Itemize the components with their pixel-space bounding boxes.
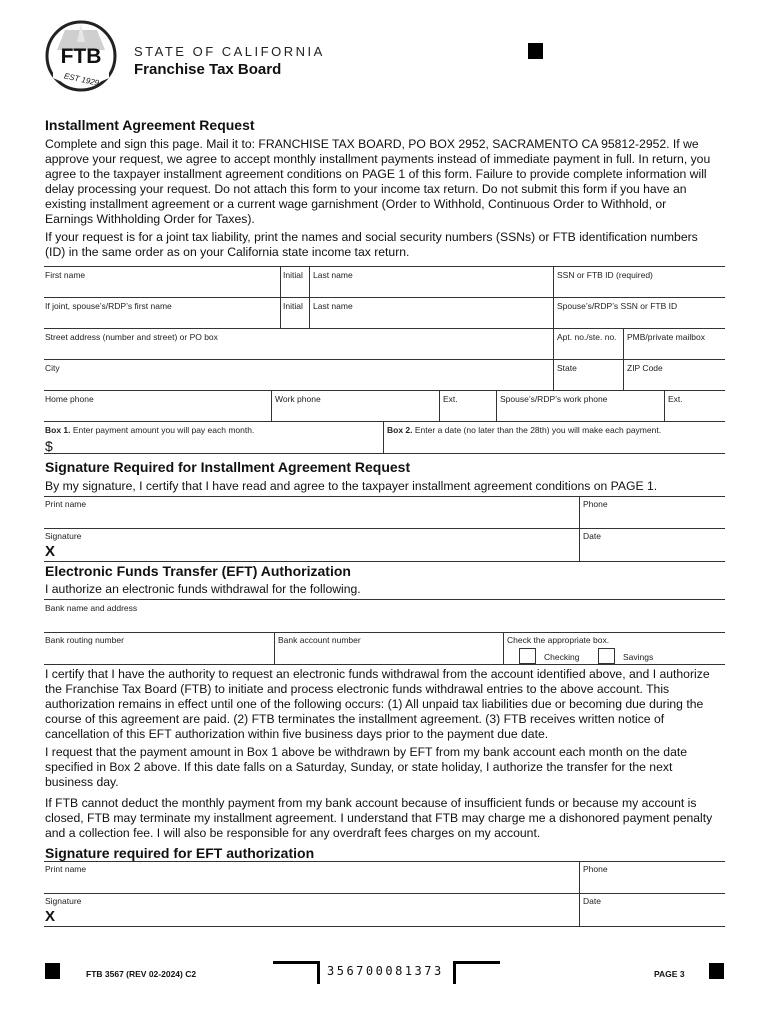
spouse-ssn-label: Spouse’s/RDP’s SSN or FTB ID [557, 301, 678, 311]
ssn-field[interactable] [556, 280, 724, 296]
grid-line [309, 266, 310, 328]
checking-checkbox[interactable] [519, 648, 536, 664]
svg-text:EST 1929: EST 1929 [63, 71, 100, 88]
form-barcode-number: 356700081373 [327, 964, 444, 978]
eft-penalty-paragraph: If FTB cannot deduct the monthly payment from my bank account because of insufficient funds or because my account is closed, FTB may terminate my installment agreement. I understand that FTB may charge me a dishonored payment penalty and a collection fee. I will also be responsible for any overdraft fees charges on my account. [45, 796, 713, 840]
check-box-label: Check the appropriate box. [507, 635, 610, 645]
eft-signature-label: Signature [45, 896, 82, 906]
grid-line [274, 632, 275, 664]
ext-label: Ext. [443, 394, 458, 404]
eft-request-paragraph: I request that the payment amount in Box 1 above be withdrawn by EFT from my bank account each month on the date specified in Box 2 above. If this date falls on a Saturday, Sunday, or state holiday, I authorize the transfer for the next business day. [45, 745, 688, 789]
street-address-label: Street address (number and street) or PO box [45, 332, 218, 342]
savings-label: Savings [623, 652, 654, 662]
grid-line [44, 496, 725, 497]
spouse-work-phone-label: Spouse’s/RDP’s work phone [500, 394, 608, 404]
ftb-seal-icon [45, 20, 117, 92]
bank-name-label: Bank name and address [45, 603, 138, 613]
last-name-label: Last name [313, 270, 353, 280]
account-number-label: Bank account number [278, 635, 361, 645]
grid-line [579, 496, 580, 561]
grid-line [44, 599, 725, 600]
zip-field[interactable] [626, 373, 724, 389]
registration-mark-bottom-right [709, 963, 724, 979]
pmb-label: PMB/private mailbox [627, 332, 705, 342]
eft-signature-field[interactable] [60, 906, 575, 925]
checking-label: Checking [544, 652, 580, 662]
page-number: PAGE 3 [654, 969, 685, 979]
eft-print-name-field[interactable] [45, 874, 575, 892]
last-name-field[interactable] [312, 280, 550, 296]
grid-line [553, 266, 554, 328]
signature-statement: By my signature, I certify that I have read and agree to the taxpayer installment agreement conditions on PAGE 1. [45, 479, 658, 493]
state-field[interactable] [556, 373, 620, 389]
state-label: State [557, 363, 577, 373]
apt-label: Apt. no./ste. no. [557, 332, 617, 342]
signature-section-title: Signature Required for Installment Agreement Request [45, 459, 411, 475]
spouse-ssn-field[interactable] [556, 311, 724, 327]
spouse-work-phone-field[interactable] [499, 404, 662, 420]
grid-line [44, 266, 725, 267]
org-line-1: STATE OF CALIFORNIA [134, 44, 325, 59]
bracket-left [273, 961, 320, 984]
spouse-first-name-field[interactable] [45, 311, 278, 327]
date-field[interactable] [582, 541, 724, 560]
grid-line [44, 528, 725, 529]
initial-label: Initial [283, 270, 303, 280]
grid-line [44, 421, 725, 422]
grid-line [44, 893, 725, 894]
phone-label: Phone [583, 499, 608, 509]
grid-line [44, 390, 725, 391]
grid-line [579, 861, 580, 926]
box1-amount-field[interactable] [58, 437, 380, 452]
routing-number-field[interactable] [45, 645, 271, 663]
svg-text:FTB: FTB [60, 45, 102, 68]
section-title: Installment Agreement Request [45, 117, 255, 133]
grid-line [44, 926, 725, 927]
spouse-initial-label: Initial [283, 301, 303, 311]
box2-date-field[interactable] [386, 437, 724, 452]
eft-date-field[interactable] [582, 906, 724, 925]
signature-x: X [45, 543, 56, 560]
date-label: Date [583, 531, 601, 541]
account-number-field[interactable] [277, 645, 501, 663]
phone-field[interactable] [582, 509, 724, 527]
grid-line [383, 421, 384, 453]
grid-line [44, 861, 725, 862]
ssn-label: SSN or FTB ID (required) [557, 270, 653, 280]
work-phone-field[interactable] [274, 404, 437, 420]
work-phone-label: Work phone [275, 394, 321, 404]
grid-line [44, 664, 725, 665]
spouse-last-name-field[interactable] [312, 311, 550, 327]
dollar-sign: $ [45, 438, 53, 454]
city-label: City [45, 363, 60, 373]
form-id: FTB 3567 (REV 02-2024) C2 [86, 969, 197, 979]
eft-section-title: Electronic Funds Transfer (EFT) Authorization [45, 563, 351, 579]
instructions-paragraph: Complete and sign this page. Mail it to: FRANCHISE TAX BOARD, PO BOX 2952, SACRAMENTO CA 95812-2952. If we approve your request, we agree to accept monthly installment payments instead of immediate payment in full. In return, you agree to the taxpayer installment agreement conditions on PAGE 1 of this form. Failure to provide complete information will delay processing your request. Do not attach this form to your income tax return. Do not submit this form if you have an existing installment agreement or a current wage garnishment (Order to Withhold, Continuous Order to Withhold, or Earnings Withholding Order for Taxes). [45, 137, 711, 226]
eft-phone-field[interactable] [582, 874, 724, 892]
zip-label: ZIP Code [627, 363, 663, 373]
eft-signature-x: X [45, 908, 56, 925]
ext-field[interactable] [442, 404, 494, 420]
spouse-first-name-label: If joint, spouse’s/RDP’s first name [45, 301, 172, 311]
ext2-label: Ext. [668, 394, 683, 404]
grid-line [553, 328, 554, 390]
pmb-field[interactable] [626, 342, 724, 358]
box1-label: Box 1. Enter payment amount you will pay each month. [45, 425, 255, 435]
org-line-2: Franchise Tax Board [134, 61, 282, 78]
savings-checkbox[interactable] [598, 648, 615, 664]
print-name-label: Print name [45, 499, 87, 509]
eft-date-label: Date [583, 896, 601, 906]
ext2-field[interactable] [667, 404, 724, 420]
home-phone-field[interactable] [45, 404, 269, 420]
spouse-initial-field[interactable] [282, 311, 307, 327]
eft-certification-paragraph: I certify that I have the authority to request an electronic funds withdrawal from the account identified above, and I authorize the Franchise Tax Board (FTB) to initiate and process electronic funds withdrawal entries to the above account. This authorization remains in effect until one of the following occurs: (1) All unpaid tax liabilities due or becoming due during the course of this agreement are paid. (2) FTB terminates the installment agreement. (3) FTB receives written notice of cancellation of this EFT authorization within five business days prior to the payment due date. [45, 667, 710, 741]
routing-number-label: Bank routing number [45, 635, 124, 645]
grid-line [664, 390, 665, 421]
grid-line [280, 266, 281, 328]
signature-label: Signature [45, 531, 82, 541]
registration-mark-top [528, 43, 543, 59]
eft-statement: I authorize an electronic funds withdrawal for the following. [45, 582, 361, 596]
grid-line [271, 390, 272, 421]
city-field[interactable] [45, 373, 550, 389]
grid-line [44, 632, 725, 633]
first-name-label: First name [45, 270, 86, 280]
grid-line [44, 561, 725, 562]
eft-signature-title: Signature required for EFT authorization [45, 845, 315, 861]
apt-field[interactable] [556, 342, 620, 358]
grid-line [623, 328, 624, 390]
grid-line [44, 453, 725, 454]
bank-name-field[interactable] [45, 613, 724, 631]
box2-label: Box 2. Enter a date (no later than the 28th) you will make each payment. [387, 425, 662, 435]
grid-line [44, 297, 725, 298]
eft-print-name-label: Print name [45, 864, 87, 874]
grid-line [503, 632, 504, 664]
home-phone-label: Home phone [45, 394, 94, 404]
grid-line [439, 390, 440, 421]
first-name-field[interactable] [45, 280, 278, 296]
street-address-field[interactable] [45, 342, 550, 358]
joint-instructions-paragraph: If your request is for a joint tax liability, print the names and social security numbers (SSNs) or FTB identification numbers (ID) in the same order as on your California state income tax return. [45, 230, 698, 259]
spouse-last-name-label: Last name [313, 301, 353, 311]
initial-field[interactable] [282, 280, 307, 296]
eft-phone-label: Phone [583, 864, 608, 874]
bracket-right [453, 961, 500, 984]
print-name-field[interactable] [45, 509, 575, 527]
grid-line [496, 390, 497, 421]
registration-mark-bottom-left [45, 963, 60, 979]
signature-field[interactable] [60, 541, 575, 560]
